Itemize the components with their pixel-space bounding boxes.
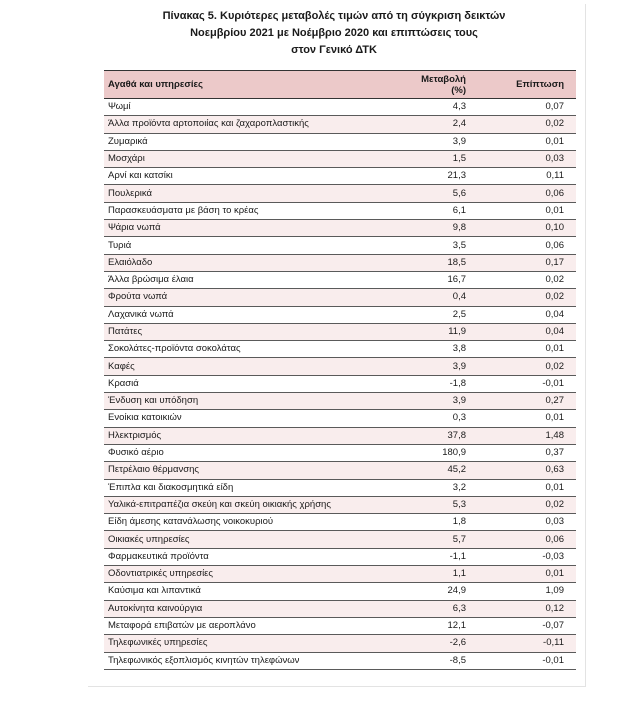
row-impact-value: 0,11: [474, 168, 576, 185]
row-impact-value: 0,01: [474, 202, 576, 219]
row-change-value: 1,5: [370, 150, 474, 167]
row-item-name: Ελαιόλαδο: [104, 254, 370, 271]
row-change-value: 5,7: [370, 531, 474, 548]
table-row: [104, 479, 576, 496]
table-row: [104, 133, 576, 150]
row-impact-value: 0,07: [474, 99, 576, 116]
table-row: [104, 271, 576, 288]
table-row: [104, 566, 576, 583]
header-goods-services: Αγαθά και υπηρεσίες: [104, 71, 370, 99]
row-item-name: Καφές: [104, 358, 370, 375]
row-change-value: 1,8: [370, 514, 474, 531]
row-impact-value: -0,01: [474, 652, 576, 669]
row-change-value: -1,1: [370, 548, 474, 565]
table-row: [104, 306, 576, 323]
row-impact-value: 0,04: [474, 306, 576, 323]
row-change-value: 0,3: [370, 410, 474, 427]
row-impact-value: 0,01: [474, 341, 576, 358]
row-item-name: Υαλικά-επιτραπέζια σκεύη και σκεύη οικιακής χρήσης: [104, 496, 370, 513]
row-change-value: 18,5: [370, 254, 474, 271]
table-row: [104, 617, 576, 634]
row-item-name: Ηλεκτρισμός: [104, 427, 370, 444]
table-row: [104, 341, 576, 358]
row-item-name: Οικιακές υπηρεσίες: [104, 531, 370, 548]
row-impact-value: 0,02: [474, 289, 576, 306]
row-impact-value: 0,02: [474, 116, 576, 133]
row-impact-value: 1,09: [474, 583, 576, 600]
row-item-name: Πετρέλαιο θέρμανσης: [104, 462, 370, 479]
row-item-name: Αυτοκίνητα καινούργια: [104, 600, 370, 617]
table-row: [104, 375, 576, 392]
row-change-value: 3,5: [370, 237, 474, 254]
table-row: [104, 99, 576, 116]
row-item-name: Φαρμακευτικά προϊόντα: [104, 548, 370, 565]
header-change-label: Μεταβολή: [421, 73, 466, 85]
row-change-value: -8,5: [370, 652, 474, 669]
table-title: [90, 8, 578, 59]
title-line-2: Νοεμβρίου 2021 με Νοέμβριο 2020 και επιπτώσεις τους: [190, 27, 478, 39]
table-row: [104, 410, 576, 427]
title-line-3: στον Γενικό ΔΤΚ: [291, 44, 377, 56]
row-impact-value: 0,01: [474, 479, 576, 496]
table-row: [104, 531, 576, 548]
row-item-name: Αρνί και κατσίκι: [104, 168, 370, 185]
table-row: [104, 583, 576, 600]
row-item-name: Είδη άμεσης κατανάλωσης νοικοκυριού: [104, 514, 370, 531]
table-row: [104, 323, 576, 340]
table-body: [104, 99, 576, 670]
row-change-value: 5,3: [370, 496, 474, 513]
table-row: [104, 635, 576, 652]
row-change-value: 3,9: [370, 133, 474, 150]
header-change: [370, 71, 474, 99]
row-impact-value: 0,02: [474, 271, 576, 288]
row-item-name: Τηλεφωνικός εξοπλισμός κινητών τηλεφώνων: [104, 652, 370, 669]
row-change-value: 21,3: [370, 168, 474, 185]
table-row: [104, 652, 576, 669]
row-item-name: Μοσχάρι: [104, 150, 370, 167]
row-item-name: Φυσικό αέριο: [104, 444, 370, 461]
header-row: [104, 71, 576, 99]
price-changes-table: [104, 70, 576, 670]
row-item-name: Άλλα προϊόντα αρτοποιίας και ζαχαροπλαστικής: [104, 116, 370, 133]
table-row: [104, 168, 576, 185]
row-change-value: 9,8: [370, 220, 474, 237]
table-row: [104, 496, 576, 513]
row-change-value: 37,8: [370, 427, 474, 444]
table-row: [104, 358, 576, 375]
table-row: [104, 427, 576, 444]
header-change-unit: (%): [451, 84, 466, 96]
row-impact-value: 0,27: [474, 393, 576, 410]
row-impact-value: -0,03: [474, 548, 576, 565]
row-impact-value: 0,02: [474, 496, 576, 513]
row-item-name: Ζυμαρικά: [104, 133, 370, 150]
row-item-name: Τηλεφωνικές υπηρεσίες: [104, 635, 370, 652]
row-change-value: 16,7: [370, 271, 474, 288]
row-impact-value: 0,10: [474, 220, 576, 237]
row-impact-value: -0,07: [474, 617, 576, 634]
title-line-1: Πίνακας 5. Κυριότερες μεταβολές τιμών από τη σύγκριση δεικτών: [162, 10, 506, 22]
table-row: [104, 185, 576, 202]
row-change-value: 3,8: [370, 341, 474, 358]
row-item-name: Πουλερικά: [104, 185, 370, 202]
row-impact-value: 0,17: [474, 254, 576, 271]
row-change-value: 2,5: [370, 306, 474, 323]
row-impact-value: 0,06: [474, 531, 576, 548]
row-change-value: 12,1: [370, 617, 474, 634]
row-impact-value: -0,11: [474, 635, 576, 652]
row-item-name: Κρασιά: [104, 375, 370, 392]
header-impact: Επίπτωση: [474, 71, 576, 99]
row-item-name: Άλλα βρώσιμα έλαια: [104, 271, 370, 288]
row-impact-value: 0,06: [474, 185, 576, 202]
row-change-value: 2,4: [370, 116, 474, 133]
row-impact-value: 0,01: [474, 133, 576, 150]
row-item-name: Παρασκευάσματα με βάση το κρέας: [104, 202, 370, 219]
table-row: [104, 444, 576, 461]
row-item-name: Ένδυση και υπόδηση: [104, 393, 370, 410]
table-row: [104, 548, 576, 565]
row-change-value: 0,4: [370, 289, 474, 306]
table-row: [104, 116, 576, 133]
row-item-name: Σοκολάτες-προϊόντα σοκολάτας: [104, 341, 370, 358]
row-change-value: -1,8: [370, 375, 474, 392]
row-change-value: 6,3: [370, 600, 474, 617]
table-row: [104, 237, 576, 254]
row-item-name: Καύσιμα και λιπαντικά: [104, 583, 370, 600]
row-item-name: Φρούτα νωπά: [104, 289, 370, 306]
table-row: [104, 462, 576, 479]
row-item-name: Ενοίκια κατοικιών: [104, 410, 370, 427]
row-change-value: 3,9: [370, 393, 474, 410]
row-impact-value: 0,03: [474, 150, 576, 167]
row-change-value: 45,2: [370, 462, 474, 479]
row-item-name: Πατάτες: [104, 323, 370, 340]
row-impact-value: 0,04: [474, 323, 576, 340]
row-item-name: Έπιπλα και διακοσμητικά είδη: [104, 479, 370, 496]
row-impact-value: -0,01: [474, 375, 576, 392]
row-item-name: Μεταφορά επιβατών με αεροπλάνο: [104, 617, 370, 634]
table-row: [104, 254, 576, 271]
row-impact-value: 0,06: [474, 237, 576, 254]
row-impact-value: 0,12: [474, 600, 576, 617]
row-impact-value: 0,03: [474, 514, 576, 531]
table-row: [104, 393, 576, 410]
row-change-value: 4,3: [370, 99, 474, 116]
row-impact-value: 0,01: [474, 410, 576, 427]
row-item-name: Λαχανικά νωπά: [104, 306, 370, 323]
row-item-name: Ψωμί: [104, 99, 370, 116]
table-row: [104, 514, 576, 531]
table-row: [104, 600, 576, 617]
row-change-value: 3,2: [370, 479, 474, 496]
row-impact-value: 0,02: [474, 358, 576, 375]
row-item-name: Τυριά: [104, 237, 370, 254]
row-change-value: 11,9: [370, 323, 474, 340]
row-change-value: 1,1: [370, 566, 474, 583]
row-change-value: 5,6: [370, 185, 474, 202]
row-change-value: 24,9: [370, 583, 474, 600]
table-row: [104, 289, 576, 306]
row-item-name: Οδοντιατρικές υπηρεσίες: [104, 566, 370, 583]
table-row: [104, 150, 576, 167]
row-impact-value: 0,01: [474, 566, 576, 583]
row-change-value: -2,6: [370, 635, 474, 652]
row-impact-value: 0,37: [474, 444, 576, 461]
row-change-value: 180,9: [370, 444, 474, 461]
table-row: [104, 202, 576, 219]
row-item-name: Ψάρια νωπά: [104, 220, 370, 237]
row-impact-value: 0,63: [474, 462, 576, 479]
row-change-value: 3,9: [370, 358, 474, 375]
row-change-value: 6,1: [370, 202, 474, 219]
row-impact-value: 1,48: [474, 427, 576, 444]
table-row: [104, 220, 576, 237]
